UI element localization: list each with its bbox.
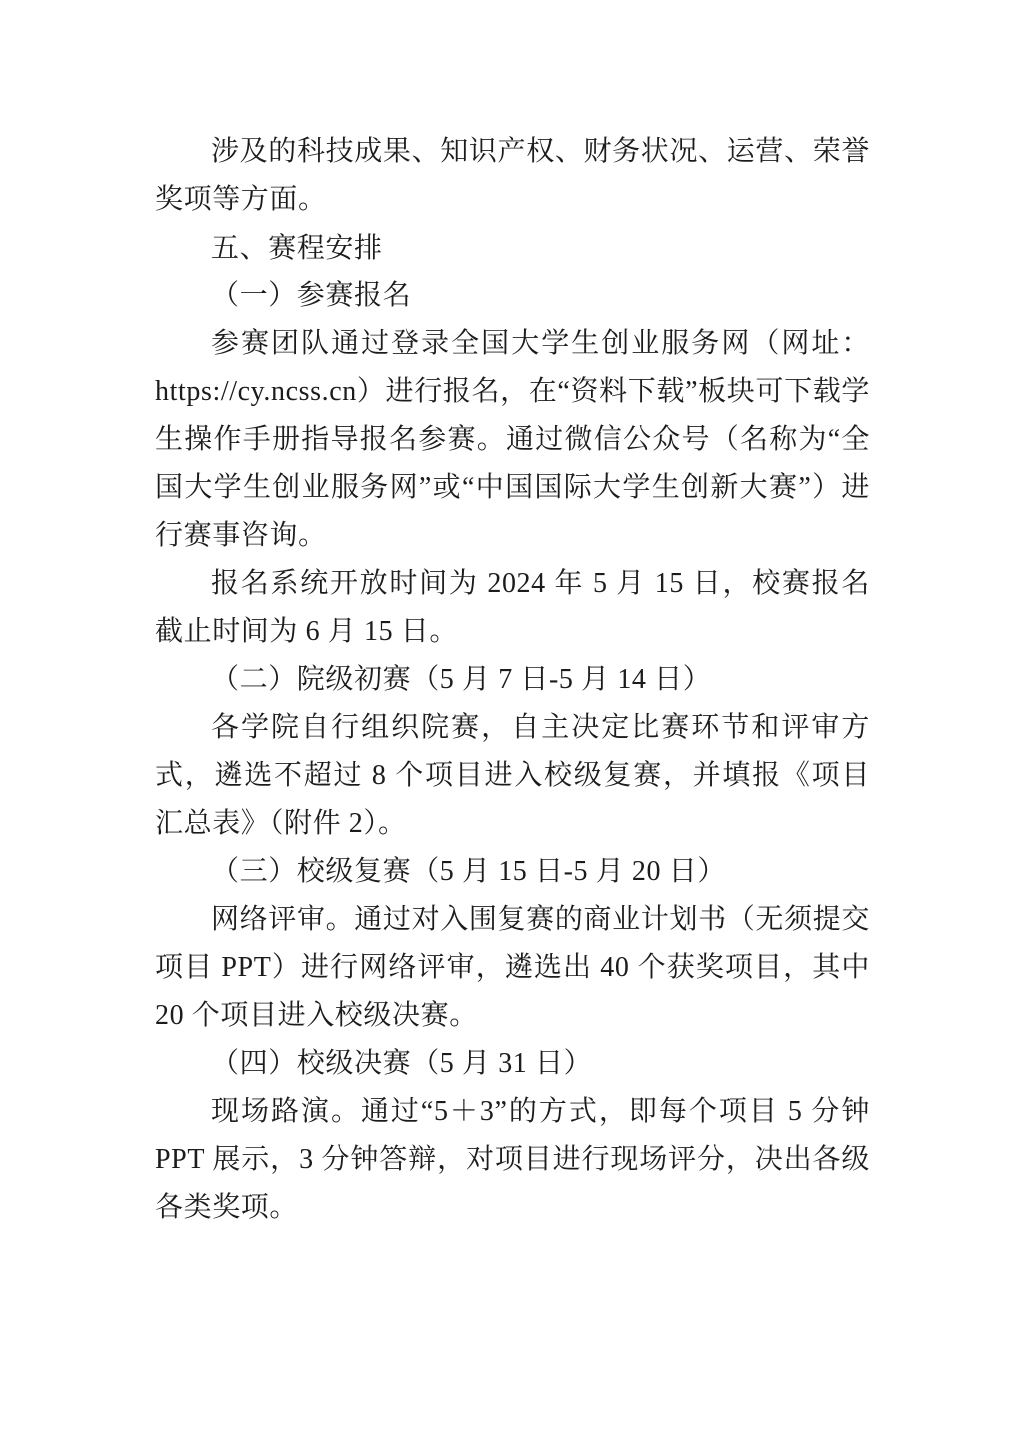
paragraph-registration-info: 参赛团队通过登录全国大学生创业服务网（网址：https://cy.ncss.cn）进行报名，在“资料下载”板块可下载学生操作手册指导报名参赛。通过微信公众号（名称为“全国大学生创业服务网”或“中国国际大学生创新大赛”）进行赛事咨询。 bbox=[155, 328, 870, 551]
subsection-heading-school-final: （四）校级决赛（5 月 31 日） bbox=[211, 1048, 593, 1079]
subsection-heading-school-semifinal: （三）校级复赛（5 月 15 日-5 月 20 日） bbox=[211, 856, 726, 887]
paragraph-registration-deadline: 报名系统开放时间为 2024 年 5 月 15 日，校赛报名截止时间为 6 月 15 日。 bbox=[155, 568, 870, 647]
subsection-heading-college-preliminary: （二）院级初赛（5 月 7 日-5 月 14 日） bbox=[211, 664, 712, 695]
paragraph-college-preliminary: 各学院自行组织院赛，自主决定比赛环节和评审方式，遴选不超过 8 个项目进入校级复赛，并填报《项目汇总表》（附件 2）。 bbox=[155, 712, 870, 839]
section-heading-schedule: 五、赛程安排 bbox=[211, 232, 383, 263]
paragraph-school-semifinal: 网络评审。通过对入围复赛的商业计划书（无须提交项目 PPT）进行网络评审，遴选出 40 个获奖项目，其中 20 个项目进入校级决赛。 bbox=[155, 904, 870, 1031]
subsection-heading-registration: （一）参赛报名 bbox=[211, 280, 412, 311]
paragraph-school-final: 现场路演。通过“5＋3”的方式，即每个项目 5 分钟 PPT 展示，3 分钟答辩，对项目进行现场评分，决出各级各类奖项。 bbox=[155, 1096, 870, 1223]
paragraph-continuation: 涉及的科技成果、知识产权、财务状况、运营、荣誉奖项等方面。 bbox=[155, 136, 870, 215]
